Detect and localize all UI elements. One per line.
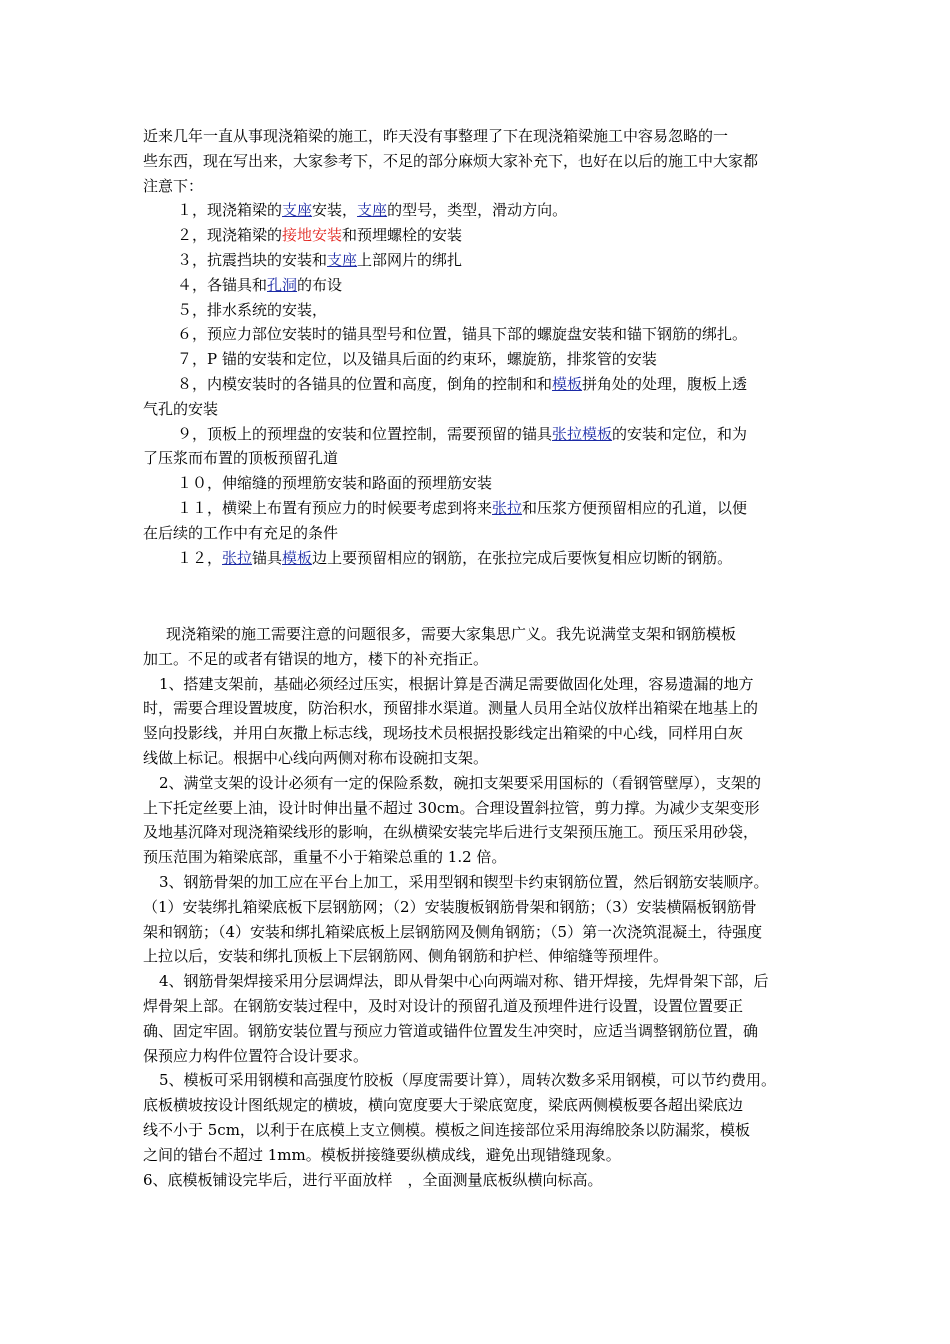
paragraph-line: 时，需要合理设置坡度，防治积水，预留排水渠道。测量人员用全站仪放样出箱梁在地基上的 <box>143 699 759 718</box>
paragraph-line: 3、钢筋骨架的加工应在平台上加工，采用型钢和锲型卡约束钢筋位置，然后钢筋安装顺序。 <box>159 872 769 891</box>
checklist-item-continuation: 了压浆而布置的顶板预留孔道 <box>143 449 339 468</box>
keyword-link[interactable]: 支座 <box>327 250 358 269</box>
section-support-and-rebar <box>143 622 815 1192</box>
paragraph-line: 及地基沉降对现浇箱梁线形的影响，在纵横梁安装完毕后进行支架预压施工。预压采用砂袋， <box>143 823 759 842</box>
keyword-link[interactable]: 支座 <box>357 201 388 220</box>
checklist-item <box>143 273 815 298</box>
keyword-link[interactable]: 张拉 <box>222 548 253 567</box>
keyword-link[interactable]: 模板 <box>282 548 313 567</box>
item-text: ７，P 锚的安装和定位，以及锚具后面的约束环，螺旋筋，排浆管的安装 <box>177 350 657 369</box>
section-construction-notes <box>143 124 815 570</box>
checklist-item <box>143 546 815 571</box>
item-text: 安装， <box>312 201 358 220</box>
checklist-item <box>143 471 815 496</box>
paragraph-line: 2、满堂支架的设计必须有一定的保险系数，碗扣支架要采用国标的（看钢管壁厚），支架的 <box>159 773 762 792</box>
item-text: １２， <box>177 548 223 567</box>
paragraph-line: 线不小于 5cm，以利于在底模上支立侧模。模板之间连接部位采用海绵胶条以防漏浆，模板 <box>143 1120 750 1139</box>
paragraph-line: 底板横坡按设计图纸规定的横坡，横向宽度要大于梁底宽度，梁底两侧模板要各超出梁底边 <box>143 1096 744 1115</box>
paragraph-line: 焊骨架上部。在钢筋安装过程中，及时对设计的预留孔道及预埋件进行设置，设置位置要正 <box>143 996 744 1015</box>
item-text: １，现浇箱梁的 <box>177 201 283 220</box>
keyword-link[interactable]: 孔洞 <box>267 275 298 294</box>
item-text: 和压浆方便预留相应的孔道，以便 <box>522 498 748 517</box>
paragraph-line: 确、固定牢固。钢筋安装位置与预应力管道或锚件位置发生冲突时，应适当调整钢筋位置，确 <box>143 1021 759 1040</box>
paragraph-line: 竖向投影线，并用白灰撒上标志线，现场技术员根据投影线定出箱梁的中心线，同样用白灰 <box>143 724 744 743</box>
checklist <box>143 198 815 570</box>
item-text: １１，横梁上布置有预应力的时候要考虑到将来 <box>177 498 493 517</box>
paragraph-line: 保预应力构件位置符合设计要求。 <box>143 1046 369 1065</box>
highlighted-text: 接地安装 <box>282 226 343 245</box>
item-text: ５，排水系统的安装， <box>177 300 328 319</box>
keyword-link[interactable]: 支座 <box>282 201 313 220</box>
paragraph-line: （1）安装绑扎箱梁底板下层钢筋网；（2）安装腹板钢筋骨架和钢筋；（3）安装横隔板钢筋骨 <box>143 897 757 916</box>
paragraph-line: 4、钢筋骨架焊接采用分层调焊法，即从骨架中心向两端对称、错开焊接，先焊骨架下部，后 <box>159 972 769 991</box>
item-text: 和预埋螺栓的安装 <box>342 226 463 245</box>
checklist-item <box>143 198 815 223</box>
checklist-item-continuation: 在后续的工作中有充足的条件 <box>143 523 339 542</box>
paragraph-line: 之间的错台不超过 1mm。模板拼接缝要纵横成线，避免出现错缝现象。 <box>143 1145 621 1164</box>
intro-line: 注意下： <box>143 176 204 195</box>
checklist-item <box>143 248 815 273</box>
paragraph-line: 加工。不足的或者有错误的地方，楼下的补充指正。 <box>143 649 489 668</box>
paragraph-line: 架和钢筋；（4）安装和绑扎箱梁底板上层钢筋网及侧角钢筋；（5）第一次浇筑混凝土，待强度 <box>143 922 763 941</box>
checklist-item <box>143 422 815 447</box>
item-text: ３，抗震挡块的安装和 <box>177 250 328 269</box>
item-text: 的安装和定位，和为 <box>612 424 748 443</box>
paragraph-line: 6、底模板铺设完毕后，进行平面放样 ，全面测量底板纵横向标高。 <box>143 1170 603 1189</box>
checklist-item <box>143 347 815 372</box>
item-text: １０，伸缩缝的预埋筋安装和路面的预埋筋安装 <box>177 474 493 493</box>
item-text: 边上要预留相应的钢筋，在张拉完成后要恢复相应切断的钢筋。 <box>312 548 733 567</box>
keyword-link[interactable]: 张拉模板 <box>552 424 613 443</box>
item-text: ８，内模安装时的各锚具的位置和高度，倒角的控制和和 <box>177 374 553 393</box>
paragraph-line: 线做上标记。根据中心线向两侧对称布设碗扣支架。 <box>143 748 489 767</box>
intro-line: 近来几年一直从事现浇箱梁的施工，昨天没有事整理了下在现浇箱梁施工中容易忽略的一 <box>143 127 729 145</box>
checklist-item-continuation: 气孔的安装 <box>143 399 219 418</box>
item-text: 拼角处的处理，腹板上透 <box>582 374 748 393</box>
keyword-link[interactable]: 张拉 <box>492 498 523 517</box>
paragraph-line: 现浇箱梁的施工需要注意的问题很多，需要大家集思广义。我先说满堂支架和钢筋模板 <box>166 625 737 643</box>
checklist-item <box>143 298 815 323</box>
item-text: ４，各锚具和 <box>177 275 268 294</box>
item-text: 上部网片的绑扎 <box>357 250 463 269</box>
paragraph-line: 1、搭建支架前，基础必须经过压实，根据计算是否满足需要做固化处理，容易遗漏的地方 <box>159 674 754 693</box>
paragraph-line: 5、模板可采用钢模和高强度竹胶板（厚度需要计算），周转次数多采用钢模，可以节约费用。 <box>159 1071 777 1090</box>
item-text: ２，现浇箱梁的 <box>177 226 283 245</box>
item-text: ６，预应力部位安装时的锚具型号和位置，锚具下部的螺旋盘安装和锚下钢筋的绑扎。 <box>177 325 748 344</box>
checklist-item <box>143 223 815 248</box>
keyword-link[interactable]: 模板 <box>552 374 583 393</box>
paragraph-line: 上下托定丝要上油，设计时伸出量不超过 30cm。合理设置斜拉管，剪力撑。为减少支架变形 <box>143 798 760 817</box>
checklist-item <box>143 372 815 397</box>
paragraph-line: 上拉以后，安装和绑扎顶板上下层钢筋网、侧角钢筋和护栏、伸缩缝等预埋件。 <box>143 947 669 966</box>
paragraph-line: 预压范围为箱梁底部，重量不小于箱梁总重的 1.2 倍。 <box>143 848 507 867</box>
item-text: 锚具 <box>252 548 283 567</box>
intro-line: 些东西，现在写出来，大家参考下，不足的部分麻烦大家补充下，也好在以后的施工中大家都 <box>143 151 759 170</box>
checklist-item <box>143 496 815 521</box>
item-text: 的型号，类型，滑动方向。 <box>387 201 568 220</box>
checklist-item <box>143 322 815 347</box>
item-text: 的布设 <box>297 275 343 294</box>
item-text: ９，顶板上的预埋盘的安装和位置控制，需要预留的锚具 <box>177 424 553 443</box>
